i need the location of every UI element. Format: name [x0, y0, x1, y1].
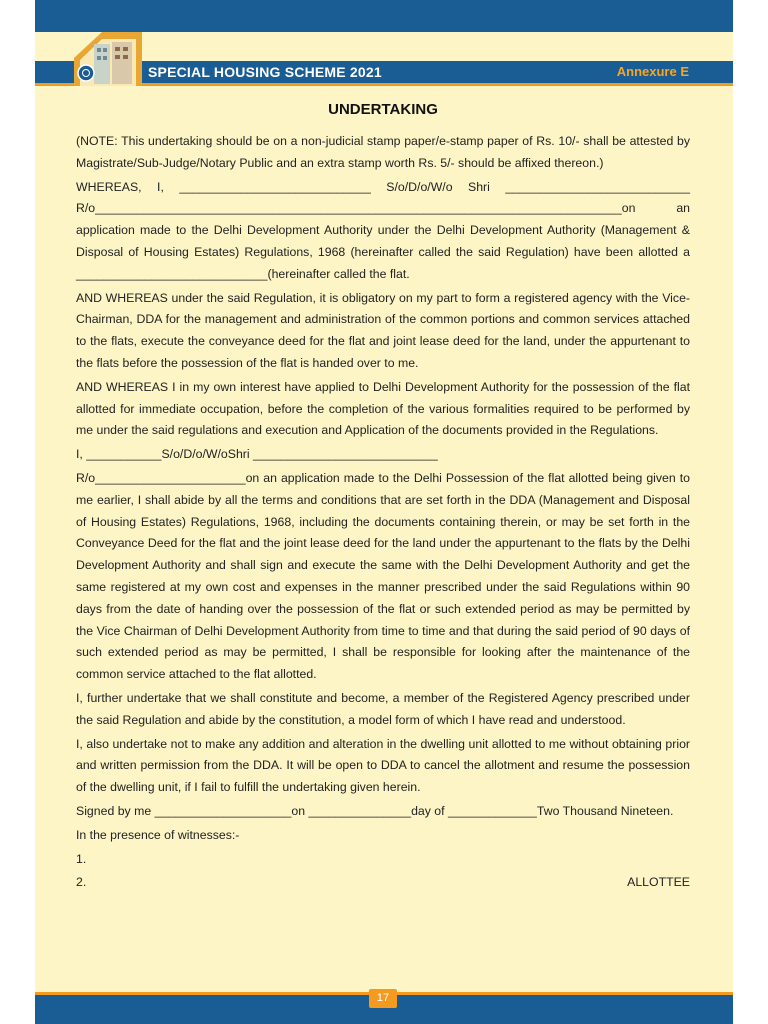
whereas-paragraph-1: WHEREAS, I, ____________________________ S/o/D/o/W/o Shri ___________________________ R/o_____________________________________________________________________________on an application made to the Delhi Development Authority under the Delhi Development Authority (Management & Disposal of Housing Estates) Regulations, 1968 (hereinafter called the said Regulation) have been allotted a ____________________________(hereinafter called the flat. [76, 179, 690, 281]
witness-2-row [76, 872, 690, 894]
allottee-label: ALLOTTEE [627, 875, 690, 890]
witnesses-label: In the presence of witnesses:- [76, 827, 240, 842]
page-number: 17 [369, 989, 397, 1008]
housing-logo-icon [72, 28, 144, 86]
document-title: UNDERTAKING [328, 101, 438, 118]
declarant-line: I, ___________S/o/D/o/W/oShri ___________________________ [76, 447, 438, 462]
residence-paragraph: R/o______________________on an application made to the Delhi Possession of the flat allotted being given to me earlier, I shall abide by all the terms and conditions that are set forth in the DDA (Management and Disposal of Housing Estates) Regulations, 1968, including the documents containing therein, or may be set forth in the Conveyance Deed for the flat and the joint lease deed for the land under the appurtenant to the flats by the Delhi Development Authority and shall sign and execute the same with the Delhi Development Authority and get the same registered at my own cost and expenses in the manner prescribed under the said Regulations within 90 days from the date of handing over the possession of the flat or such extended period as may be permitted by the Vice Chairman of Delhi Development Authority from time to time and that during the said period of 90 days of such extended period as may be permitted, I shall be responsible for looking after the maintenance of the common service attached to the flat allotted. [76, 470, 690, 682]
document-page [35, 0, 733, 1024]
further-undertaking-paragraph: I, further undertake that we shall constitute and become, a member of the Registered Agency prescribed under the said Regulation and abide by the constitution, a model form of which I have read and understood. [76, 690, 690, 727]
whereas-paragraph-2: AND WHEREAS under the said Regulation, it is obligatory on my part to form a registered agency with the Vice-Chairman, DDA for the management and administration of the common portions and common services attached to the flats, execute the conveyance deed for the flat and joint lease deed for the land, under the appurtenant to the flats before the possession of the flat is handed over to me. [76, 290, 690, 370]
scheme-title: SPECIAL HOUSING SCHEME 2021 [148, 64, 382, 80]
whereas-paragraph-3: AND WHEREAS I in my own interest have applied to Delhi Development Authority for the possession of the flat allotted for immediate occupation, before the completion of the various formalities required to be performed by me under the said regulations and execution and Application of the documents provided in the Regulations. [76, 379, 690, 438]
witness-2: 2. [76, 875, 87, 890]
annexure-label: Annexure E [616, 64, 689, 79]
witness-1: 1. [76, 851, 87, 866]
undertaking-body [76, 100, 690, 894]
stamp-note: (NOTE: This undertaking should be on a non-judicial stamp paper/e-stamp paper of Rs. 10/- shall be attested by Magistrate/Sub-Judge/Notary Public and an extra stamp worth Rs. 5/- should be affixed thereon.) [76, 134, 690, 170]
alteration-undertaking-paragraph: I, also undertake not to make any addition and alteration in the dwelling unit allotted to me without obtaining prior and written permission from the DDA. It will be open to DDA to cancel the allotment and resume the possession of the dwelling unit, if I fail to fulfill the undertaking given herein. [76, 736, 690, 795]
signature-line: Signed by me ____________________on _______________day of _____________Two Thousand Nineteen. [76, 803, 674, 818]
